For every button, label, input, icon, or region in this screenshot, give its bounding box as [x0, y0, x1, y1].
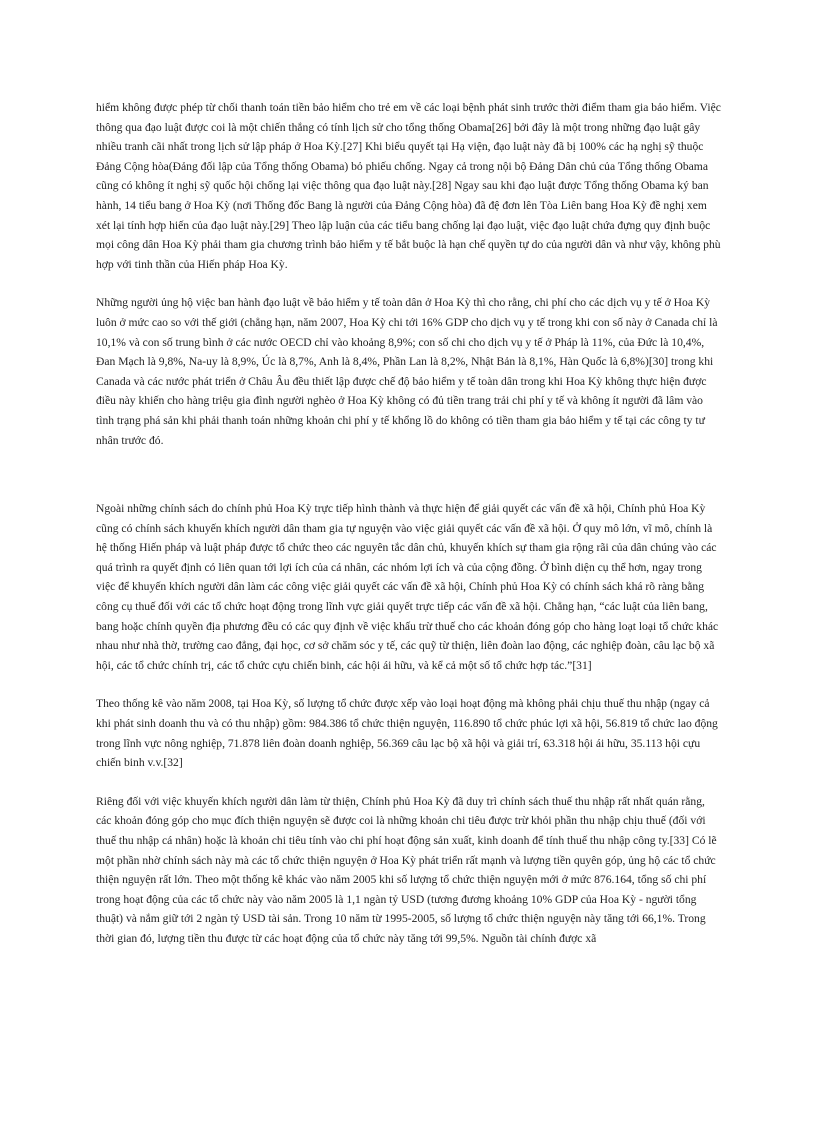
paragraph-voluntary-participation: Ngoài những chính sách do chính phủ Hoa Kỳ trực tiếp hình thành và thực hiện để giải quyết các vấn đề xã hội, Chính phủ Hoa Kỳ cũng có chính sách khuyến khích người dân tham gia tự nguyện vào việc giải quyết các vấn đề xã hội. Ở quy mô lớn, vĩ mô, chính là hệ thống Hiến pháp và luật pháp được tổ chức theo các nguyên tắc dân chủ, khuyến khích sự tham gia rộng rãi của dân chúng vào các quá trình ra quyết định có liên quan tới lợi ích của cá nhân, các nhóm lợi ích và của cộng đồng. Ở bình diện cụ thể hơn, ngay trong việc để khuyến khích người dân làm các công việc giải quyết các vấn đề xã hội, Chính phủ Hoa Kỳ có chính sách khá rõ ràng bằng công cụ thuế đối với các tổ chức hoạt động trong lĩnh vực giải quyết trực tiếp các vấn đề xã hội. Chẳng hạn, “các luật của liên bang, bang hoặc chính quyền địa phương đều có các quy định về việc khấu trừ thuế cho các khoản đóng góp cho hàng loạt loại tổ chức khác nhau như nhà thờ, trường cao đẳng, đại học, cơ sở chăm sóc y tế, các quỹ từ thiện, liên đoàn lao động, các nghiệp đoàn, câu lạc bộ xã hội, các tổ chức chính trị, các tổ chức cựu chiến binh, các hội ái hữu, và kể cả một số tổ chức hợp tác.”[31] — [96, 502, 719, 672]
paragraph-health-law-opposition: hiểm không được phép từ chối thanh toán tiền bảo hiểm cho trẻ em về các loại bệnh phát sinh trước thời điểm tham gia bảo hiểm. Việc thông qua đạo luật được coi là một chiến thắng có tính lịch sử cho tổng thống Obama[26] bởi đây là một trong những đạo luật gây nhiều tranh cãi nhất trong lịch sử lập pháp ở Hoa Kỳ.[27] Khi biểu quyết tại Hạ viện, đạo luật này đã bị 100% các hạ nghị sỹ thuộc Đảng Cộng hòa(Đảng đối lập của Tổng thống Obama) bỏ phiếu chống. Ngay cả trong nội bộ Đảng Dân chủ của Tổng thống Obama cũng có không ít nghị sỹ quốc hội chống lại việc thông qua đạo luật này.[28] Ngay sau khi đạo luật được Tổng thống Obama ký ban hành, 14 tiểu bang ở Hoa Kỳ (nơi Thống đốc Bang là người của Đảng Cộng hòa) đã đệ đơn lên Tòa Liên bang Hoa Kỳ đề nghị xem xét lại tính hợp hiến của đạo luật này.[29] Theo lập luận của các tiểu bang chống lại đạo luật, việc đạo luật chứa đựng quy định buộc mọi công dân Hoa Kỳ phải tham gia chương trình bảo hiểm y tế bắt buộc là hạn chế quyền tự do của người dân và như vậy, không phù hợp với tinh thần của Hiến pháp Hoa Kỳ. — [96, 101, 721, 271]
paragraph-charity-tax-policy: Riêng đối với việc khuyến khích người dân làm từ thiện, Chính phủ Hoa Kỳ đã duy trì chính sách thuế thu nhập rất nhất quán rằng, các khoản đóng góp cho mục đích thiện nguyện sẽ được coi là những khoản chi tiêu được trừ khỏi phần thu nhập chịu thuế (đối với thuế thu nhập cá nhân) hoặc là khoản chi tiêu tính vào chi phí hoạt động sản xuất, kinh doanh để tính thuế thu nhập công ty.[33] Có lẽ một phần nhờ chính sách này mà các tổ chức thiện nguyện ở Hoa Kỳ phát triển rất mạnh và lượng tiền quyên góp, ủng hộ các tổ chức thiện nguyện rất lớn. Theo một thống kê khác vào năm 2005 khi số lượng tổ chức thiện nguyện mới ở mức 876.164, tổng số chi phí trong hoạt động của các tổ chức này vào năm 2005 là 1,1 ngàn tỷ USD (tương đương khoảng 10% GDP của Hoa Kỳ - người tổng thuật) và nắm giữ tới 2 ngàn tỷ USD tài sản. Trong 10 năm từ 1995-2005, số lượng tổ chức thiện nguyện này tăng tới 66,1%. Trong thời gian đó, lượng tiền thu được từ các hoạt động của tổ chức này tăng tới 99,5%. Nguồn tài chính được xã — [96, 794, 717, 945]
document-page — [96, 98, 722, 949]
paragraph-tax-exempt-statistics: Theo thống kê vào năm 2008, tại Hoa Kỳ, số lượng tổ chức được xếp vào loại hoạt động mà không phải chịu thuế thu nhập (ngay cả khi phát sinh doanh thu và có thu nhập) gồm: 984.386 tổ chức thiện nguyện, 116.890 tổ chức phúc lợi xã hội, 56.819 tổ chức lao động trong lĩnh vực nông nghiệp, 71.878 liên đoàn doanh nghiệp, 56.369 câu lạc bộ xã hội và giải trí, 63.318 hội ái hữu, 35.113 hội cựu chiến binh v.v.[32] — [96, 697, 718, 770]
paragraph-health-law-support: Những người ủng hộ việc ban hành đạo luật về bảo hiểm y tế toàn dân ở Hoa Kỳ thì cho rằng, chi phí cho các dịch vụ y tế ở Hoa Kỳ luôn ở mức cao so với thế giới (chẳng hạn, năm 2007, Hoa Kỳ chi tới 16% GDP cho dịch vụ y tế trong khi con số này ở Canada chỉ là 10,1% và con số trung bình ở các nước OECD chỉ vào khoảng 8,9%; con số chi cho dịch vụ y tế ở Pháp là 11%, của Đức là 10,4%, Đan Mạch là 9,8%, Na-uy là 8,9%, Úc là 8,7%, Anh là 8,4%, Phần Lan là 8,2%, Nhật Bản là 8,1%, Hàn Quốc là 6,8%)[30] trong khi Canada và các nước phát triển ở Châu Âu đều thiết lập được chế độ bảo hiểm y tế toàn dân trong khi Hoa Kỳ không thực hiện được điều này khiến cho hàng triệu gia đình người nghèo ở Hoa Kỳ không có đủ tiền trang trải chi phí y tế và không ít người đã lâm vào tình trạng phá sản khi phải thanh toán những khoản chi phí y tế khổng lồ do không có tiền tham gia bảo hiểm y tế tại các công ty tư nhân trước đó. — [96, 296, 718, 447]
